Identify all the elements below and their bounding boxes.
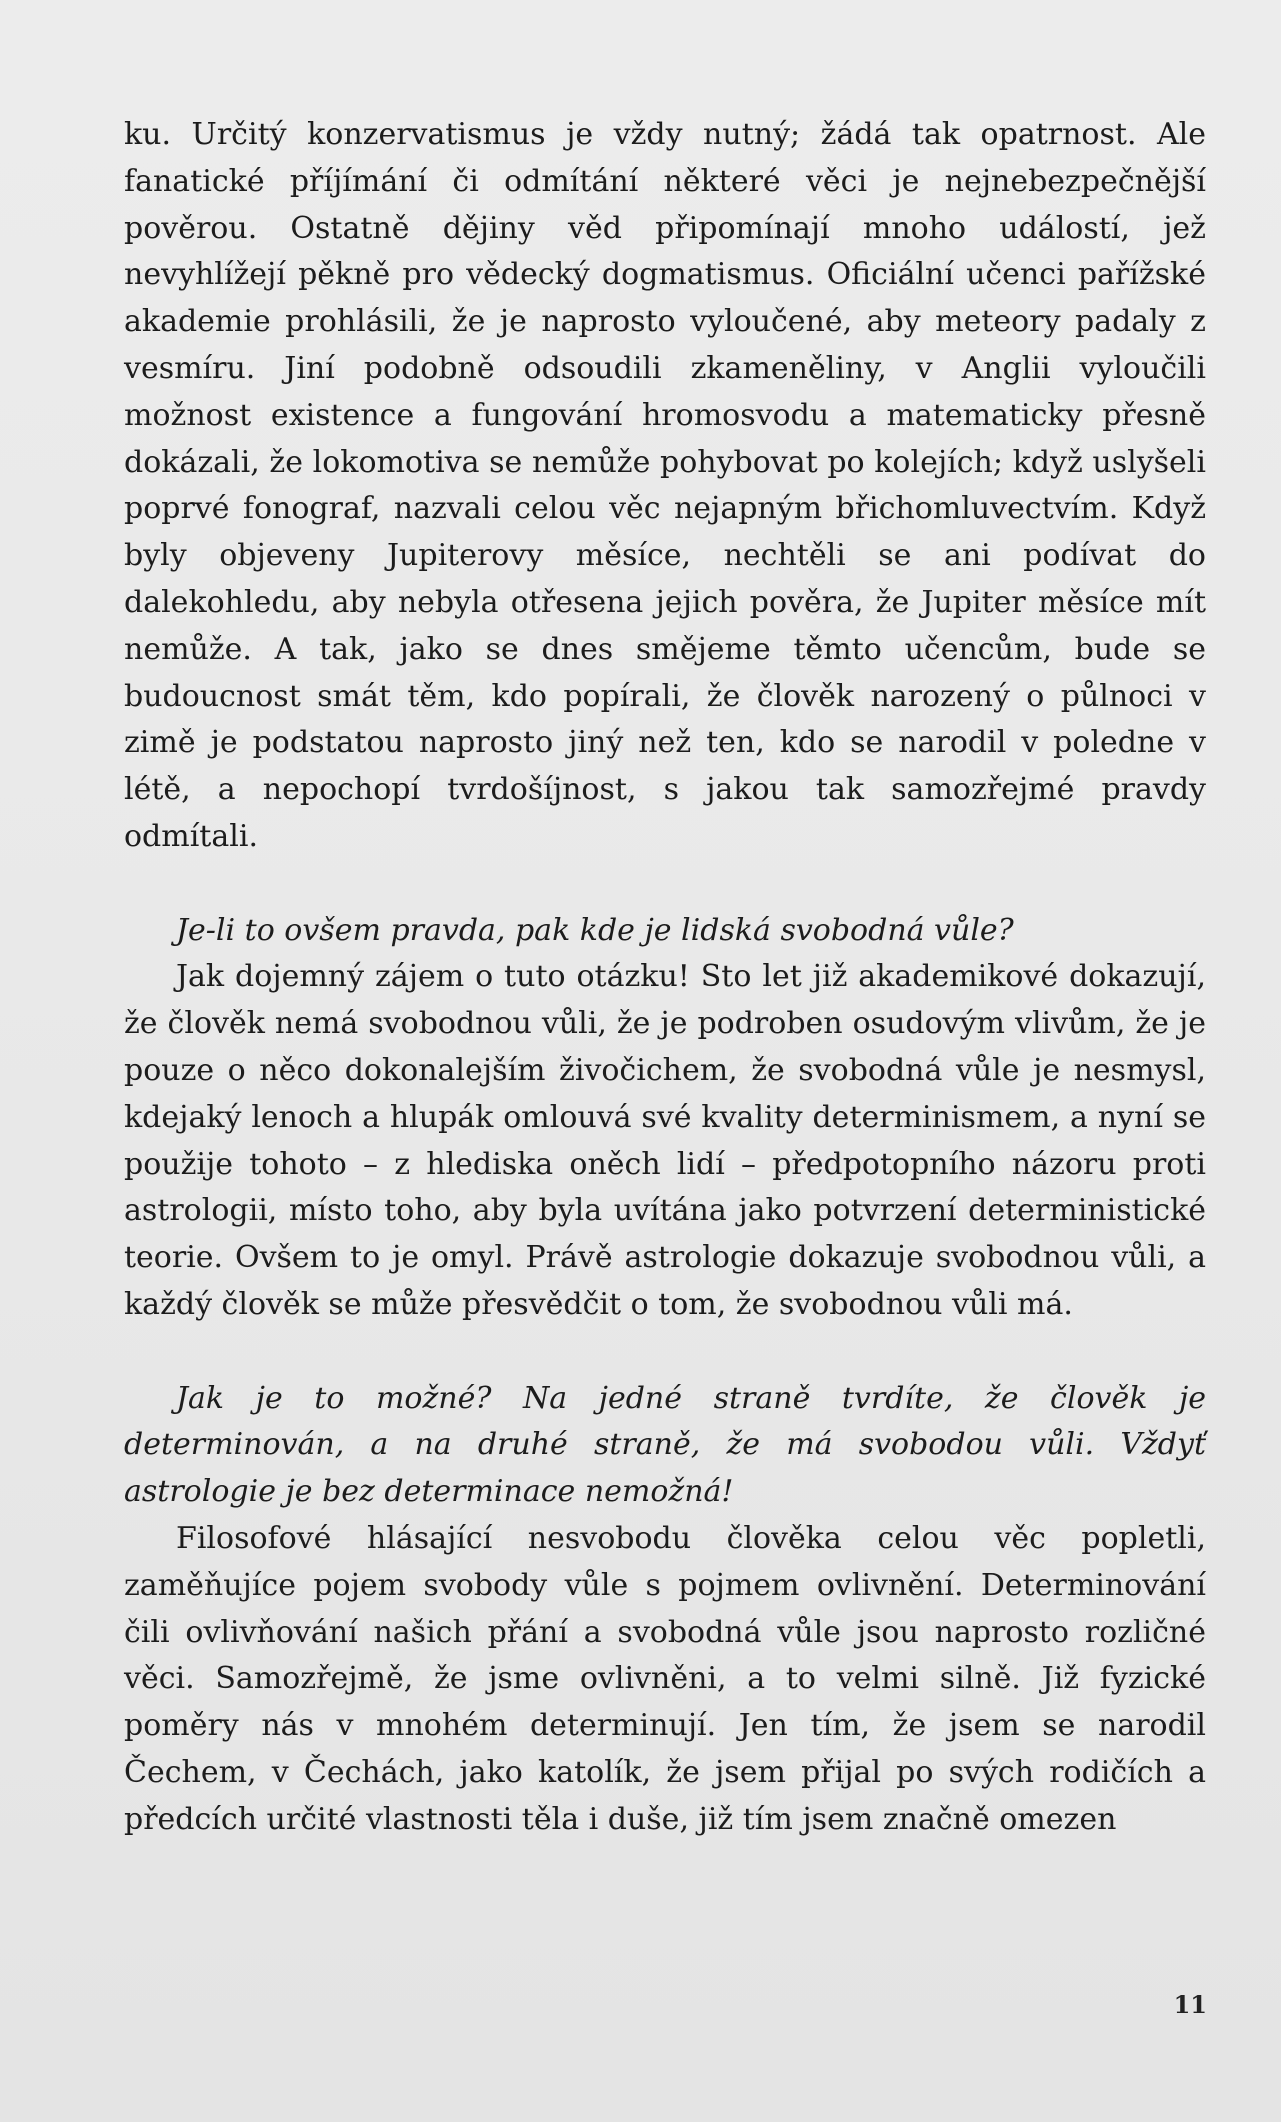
paragraph-gap — [124, 861, 1206, 908]
question-free-will: Je-li to ovšem pravda, pak kde je lidská svobodná vůle? — [176, 912, 1014, 948]
paragraph-answer-free-will: Jak dojemný zájem o tuto otázku! Sto let již akademikové dokazují, že člověk nemá svobodnou vůli, že je podroben osudovým vlivům, že je pouze o něco dokonalejším živočichem, že svobodná vůle je nesmysl, kdejaký lenoch a hlupák omlouvá své kvality determinismem, a nyní se použije tohoto – z hlediska oněch lidí – předpotopního názoru proti astrologii, místo toho, aby byla uvítána jako potvrzení deterministické teorie. Ovšem to je omyl. Právě astrologie dokazuje svobodnou vůli, a každý člověk se může přesvědčit o tom, že svobodnou vůli má. — [124, 959, 1206, 1322]
paragraph-scientific-dogmatism: ku. Určitý konzervatismus je vždy nutný; žádá tak opatrnost. Ale fanatické příjímání či odmítání některé věci je nejnebezpečnější pověrou. Ostatně dějiny věd připomínají mnoho událostí, jež nevyhlížejí pěkně pro vědecký dogmatismus. Oficiální učenci pařížské akademie prohlásili, že je naprosto vyloučené, aby meteory padaly z vesmíru. Jiní podobně odsoudili zkameněliny, v Anglii vyloučili možnost existence a fungování hromosvodu a matematicky přesně dokázali, že lokomotiva se nemůže pohybovat po kolejích; když uslyšeli poprvé fonograf, nazvali celou věc nejapným břichomluvectvím. Když byly objeveny Jupiterovy měsíce, nechtěli se ani podívat do dalekohledu, aby nebyla otřesena jejich pověra, že Jupiter měsíce mít nemůže. A tak, jako se dnes smějeme těmto učencům, bude se budoucnost smát těm, kdo popírali, že člověk narozený o půlnoci v zimě je podstatou naprosto jiný než ten, kdo se narodil v poledne v létě, a nepochopí tvrdošíjnost, s jakou tak samozřejmé pravdy odmítali. — [124, 117, 1206, 854]
paragraph-answer-determination: Filosofové hlásající nesvobodu člověka celou věc popletli, zaměňujíce pojem svobody vůle s pojmem ovlivnění. Determinování čili ovlivňování našich přání a svobodná vůle jsou naprosto rozličné věci. Samozřejmě, že jsme ovlivněni, a to velmi silně. Již fyzické poměry nás v mnohém determinují. Jen tím, že jsem se narodil Čechem, v Čechách, jako katolík, že jsem přijal po svých rodičích a předcích určité vlastnosti těla i duše, již tím jsem značně omezen — [124, 1520, 1206, 1837]
question-determination: Jak je to možné? Na jedné straně tvrdíte, že člověk je determinován, a na druhé straně, že má svobodou vůli. Vždyť astrologie je bez determinace nemožná! — [124, 1380, 1206, 1510]
page-text — [124, 112, 1206, 1843]
paragraph-gap — [124, 1329, 1206, 1376]
page-number: 11 — [1173, 1990, 1207, 2019]
